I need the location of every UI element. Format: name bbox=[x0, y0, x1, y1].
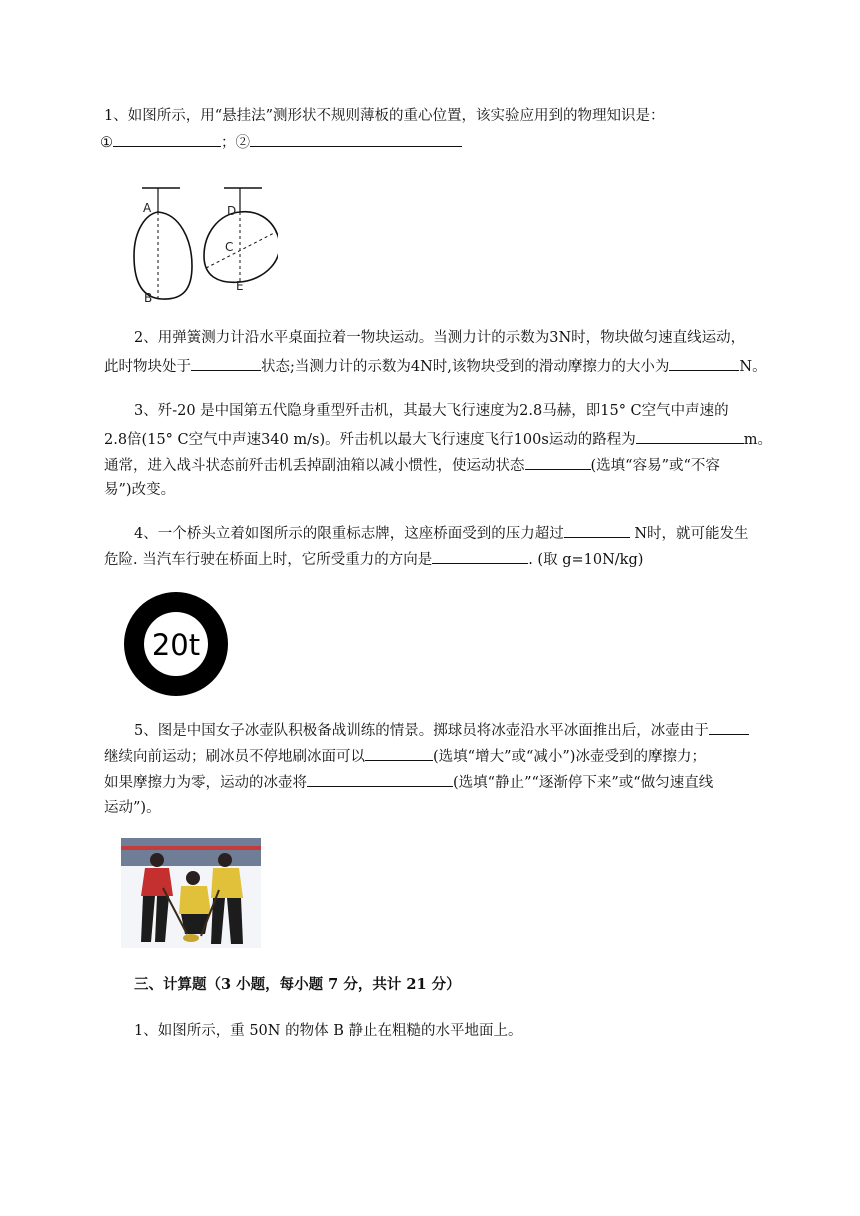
weight-limit-sign bbox=[122, 590, 230, 698]
label-d: D bbox=[227, 204, 237, 218]
left-plate-outline bbox=[134, 212, 192, 299]
q5-line3-end: (选填“静止”“逐渐停下来”或“做匀速直线 bbox=[453, 775, 714, 791]
q5-line4: 运动”)。 bbox=[104, 800, 161, 816]
q4-line2-start: 危险. 当汽车行驶在桥面上时，它所受重力的方向是 bbox=[104, 552, 433, 568]
athlete-center-body bbox=[179, 886, 211, 914]
athlete-left-body bbox=[141, 868, 173, 896]
q1-answer-marker-1: ① bbox=[100, 135, 113, 151]
sign-text: 20t bbox=[151, 628, 201, 662]
right-first-line bbox=[206, 232, 276, 268]
q5-text-line1 bbox=[134, 718, 844, 744]
curling-photo bbox=[121, 838, 261, 948]
q3-line2-end: m。 bbox=[743, 432, 773, 448]
photo-stands bbox=[121, 838, 261, 866]
q2-line1: 2、用弹簧测力计沿水平桌面拉着一物块运动。当测力计的示数为3N时，物块做匀速直线运动， bbox=[134, 330, 746, 346]
athlete-right-body bbox=[211, 868, 243, 898]
photo-banner bbox=[121, 846, 261, 850]
q4-line2-end: . (取 g=10N/kg) bbox=[528, 552, 644, 568]
q4-text-line1 bbox=[134, 521, 844, 547]
q3-answer-blank-2[interactable] bbox=[525, 453, 591, 470]
curling-stone bbox=[183, 934, 199, 942]
section-heading-text: 三、计算题（3 小题，每小题 7 分，共计 21 分） bbox=[134, 976, 461, 993]
q3-answer-blank-1[interactable] bbox=[636, 427, 744, 444]
label-c: C bbox=[225, 240, 234, 254]
q5-text-line2 bbox=[104, 744, 814, 770]
q4-line1-end: N时，就可能发生 bbox=[629, 526, 749, 542]
q3-line3-end: (选填“容易”或“不容 bbox=[590, 458, 720, 474]
label-b: B bbox=[144, 291, 153, 305]
q5-text-line4 bbox=[104, 796, 814, 821]
q4-answer-blank-2[interactable] bbox=[432, 547, 528, 564]
q3-line4: 易”)改变。 bbox=[104, 482, 176, 498]
q5-answer-blank-3[interactable] bbox=[307, 770, 453, 787]
q5-answer-blank-1[interactable] bbox=[709, 718, 749, 735]
athlete-left-head bbox=[150, 853, 164, 867]
q3-line1: 3、歼-20 是中国第五代隐身重型歼击机，其最大飞行速度为2.8马赫，即15° C空气中声速的 bbox=[134, 403, 729, 419]
q5-line2-end: (选填“增大”或“减小”)冰壶受到的摩擦力； bbox=[433, 749, 706, 765]
q2-line2-end: N。 bbox=[739, 359, 767, 375]
suspension-method-figure bbox=[128, 180, 278, 308]
q3-line2-start: 2.8倍(15° C空气中声速340 m/s)。歼击机以最大飞行速度飞行100s运动的路程为 bbox=[104, 432, 636, 448]
q2-text-line2 bbox=[104, 354, 834, 380]
q3-text-line3 bbox=[104, 453, 814, 479]
q3-text-line4 bbox=[104, 478, 814, 503]
calc-q1-text bbox=[134, 1019, 844, 1044]
q5-line3-start: 如果摩擦力为零，运动的冰壶将 bbox=[104, 775, 307, 791]
q5-text-line3 bbox=[104, 770, 814, 796]
q3-text-line1 bbox=[134, 399, 844, 424]
label-e: E bbox=[236, 279, 244, 293]
athlete-center-head bbox=[186, 871, 200, 885]
q4-answer-blank-1[interactable] bbox=[564, 521, 630, 538]
section-heading bbox=[134, 972, 844, 997]
q4-line1-start: 4、一个桥头立着如图所示的限重标志牌，这座桥面受到的压力超过 bbox=[134, 526, 564, 542]
q3-line3-start: 通常，进入战斗状态前歼击机丢掉副油箱以减小惯性，使运动状态 bbox=[104, 458, 525, 474]
label-a: A bbox=[143, 201, 152, 215]
q3-text-line2 bbox=[104, 427, 814, 453]
q2-line2-middle: 状态;当测力计的示数为4N时,该物块受到的滑动摩擦力的大小为 bbox=[261, 359, 670, 375]
q2-answer-blank-1[interactable] bbox=[191, 354, 261, 371]
right-plate-outline bbox=[204, 212, 278, 283]
q1-text-line1 bbox=[104, 104, 814, 129]
athlete-right-head bbox=[218, 853, 232, 867]
q5-line2-start: 继续向前运动；刷冰员不停地刷冰面可以 bbox=[104, 749, 365, 765]
q1-answer-blank-2[interactable] bbox=[250, 130, 462, 147]
q5-line1: 5、图是中国女子冰壶队积极备战训练的情景。掷球员将冰壶沿水平冰面推出后，冰壶由于 bbox=[134, 723, 709, 739]
calc-q1-line: 1、如图所示，重 50N 的物体 B 静止在粗糙的水平地面上。 bbox=[134, 1023, 523, 1039]
q2-line2-start: 此时物块处于 bbox=[104, 359, 191, 375]
q2-answer-blank-2[interactable] bbox=[669, 354, 739, 371]
q1-line1: 1、如图所示，用“悬挂法”测形状不规则薄板的重心位置，该实验应用到的物理知识是： bbox=[104, 108, 665, 124]
q1-answer-marker-2: ；② bbox=[221, 135, 250, 151]
q5-answer-blank-2[interactable] bbox=[365, 744, 433, 761]
q4-text-line2 bbox=[104, 547, 814, 573]
q2-text-line1 bbox=[134, 326, 844, 351]
q1-answer-blank-1[interactable] bbox=[113, 130, 221, 147]
q1-text-line2 bbox=[100, 130, 810, 156]
